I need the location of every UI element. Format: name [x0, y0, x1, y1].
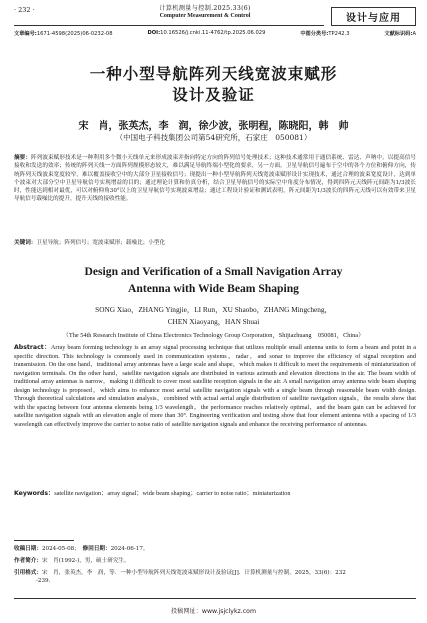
journal-name-en: Computer Measurement & Control — [159, 13, 251, 19]
keywords-en-label: Keywords： — [14, 490, 55, 497]
footnote-citation — [14, 569, 416, 585]
footnote-rule — [14, 540, 74, 541]
keywords-en-text: satellite navigation；array signal；wide beam shaping；carrier to noise ratio；miniaturization — [54, 490, 291, 497]
section-badge: 设计与应用 — [331, 7, 416, 26]
journal-name-cn: 计算机测量与控制.2025.33(6) — [159, 5, 251, 12]
abstract-cn-text: 阵列波束赋形技术是一种利用多个微小天线单元来形成波束并指向特定方向的阵列信号处理技术；这种技术通常用于通信系统、雷达、声呐中，以提高信号接收和发送的效率；传统的阵列天线一方面阵列规模形态较大，难以满足导航终端小型化的要求，另一方面，卫星导航信号遍布于空中的各个方位和俯仰方向，传统阵列天线波束宽度较窄，难以覆盖接收空中的大部分卫星接收信号；现提出一种小型导航阵列天线宽波束赋形设计实现技术，通过合理的波束宽度设计，达到单个波束对大部分空中卫星导航信号实现增益的目的；通过理论计算和仿真分析，结合卫星导航信号的实际空中角度分布情况，得到四阵元天线阵元间距为1/3波长时，性能达到相对最优，可以对俯仰角30°以上的卫星导航信号实现波束增益；通过工程设计验证和测试表明，阵元间距为1/3波长的四阵元天线可以有效带来卫星导航信号载噪比的提升，提升天线的接收性能。 — [14, 155, 416, 203]
footnote-author — [14, 557, 416, 565]
affiliation-cn: （中国电子科技集团公司第54研究所，石家庄 050081） — [115, 133, 312, 142]
authors-cn: 宋 肖，张英杰，李 润，徐少波，张明程，陈晓阳，韩 帅 — [78, 121, 349, 132]
clc-number: 中图分类号:TP242.3 — [300, 31, 350, 37]
abstract-cn-label: 摘要： — [14, 155, 31, 161]
document-code: 文献标识码:A — [384, 31, 416, 37]
keywords-cn-label: 关键词： — [14, 240, 37, 246]
affiliation-en: （The 54th Research Institute of China Electronics Technology Group Corporation，Shijiazhuang 050081，China） — [62, 332, 365, 339]
revised-date: 2024-06-17。 — [110, 546, 149, 552]
article-meta — [14, 30, 416, 37]
doi: DOI:10.16526/j.cnki.11-4762/tp.2025.06.029 — [147, 30, 266, 36]
keywords-cn-text: 卫星导航；阵列信号；宽波束赋形；载噪比；小型化 — [36, 240, 166, 246]
keywords-en — [14, 490, 416, 499]
page-number: · 232 · — [14, 6, 35, 14]
authors-en-line2: CHEN Xiaoyang，HAN Shuai — [167, 317, 260, 326]
abstract-en — [14, 344, 416, 429]
header-rule — [14, 25, 324, 26]
received-date: 2024-05-08； — [41, 546, 78, 552]
revised-label: 修回日期： — [82, 546, 111, 552]
keywords-cn — [14, 239, 416, 247]
author-bio-label: 作者简介： — [14, 558, 42, 564]
citation-label: 引用格式： — [14, 570, 42, 576]
abstract-en-text: Array beam forming technology is an array signal processing technique that utilizes multiple small antenna units to form a beam and point in a specific direction. This technology is commonly used in communication systems，radar，and sonar to improve the efficiency of signal reception and transmission. On the one hand，traditional array antennas have a large scale and shape，which makes it difficult to meet the requirements of miniaturization of navigation terminals. On the other hand，satellite navigation signals are distributed in various azimuth and elevation directions in the air. The beam width of traditional array antennas is narrow，making it difficult to cover most satellite reception signals in the air. A small navigation array antenna wide beam shaping design technology is proposed，which aims to enhance most aerial satellite navigation signals with a single beam through reasonable beam width design. Through theoretical calculations and simulation analysis，combined with actual aerial angle distribution of satellite navigation signals，the results show that with the spacing between four antenna elements being 1/3 wavelength，the performance reaches relatively optimal，and the beam gain can be achieved for satellite navigation signals with an elevation angle of more than 30°. Engineering verification and testing show that four element antenna with a spacing of 1/3 wavelength can effectively improve the carrier to noise ratio of satellite navigation signals and enhance the receiving performance of antennas. — [14, 344, 417, 428]
authors-en-line1: SONG Xiao，ZHANG Yingjie，LI Run，XU Shaobo，ZHANG Mingcheng， — [95, 305, 332, 314]
submission-website: 投稿网址：www.jsjclykz.com — [171, 608, 256, 615]
citation-text-continued: -239. — [36, 578, 51, 585]
article-number: 文章编号:1671-4598(2025)06-0232-08 — [14, 31, 113, 37]
journal-header — [110, 3, 300, 19]
footnote-dates — [14, 545, 416, 553]
title-en-line2: Antenna with Wide Beam Shaping — [128, 282, 299, 295]
received-label: 收稿日期： — [14, 546, 42, 552]
author-bio-text: 宋 肖(1992-)，男，硕士研究生。 — [41, 558, 130, 564]
title-cn-line1: 一种小型导航阵列天线宽波束赋形 — [89, 65, 338, 83]
abstract-cn — [14, 154, 416, 204]
abstract-en-label: Abstract： — [14, 344, 51, 351]
title-en-line1: Design and Verification of a Small Navigation Array — [84, 265, 343, 278]
title-cn-line2: 设计及验证 — [172, 86, 255, 104]
bottom-rule — [14, 598, 416, 599]
citation-text: 宋 肖，张英杰，李 润，等．一种小型导航阵列天线宽波束赋形设计及验证[J]．计算机测量与控制，2025，33(6)：232 — [41, 570, 346, 576]
